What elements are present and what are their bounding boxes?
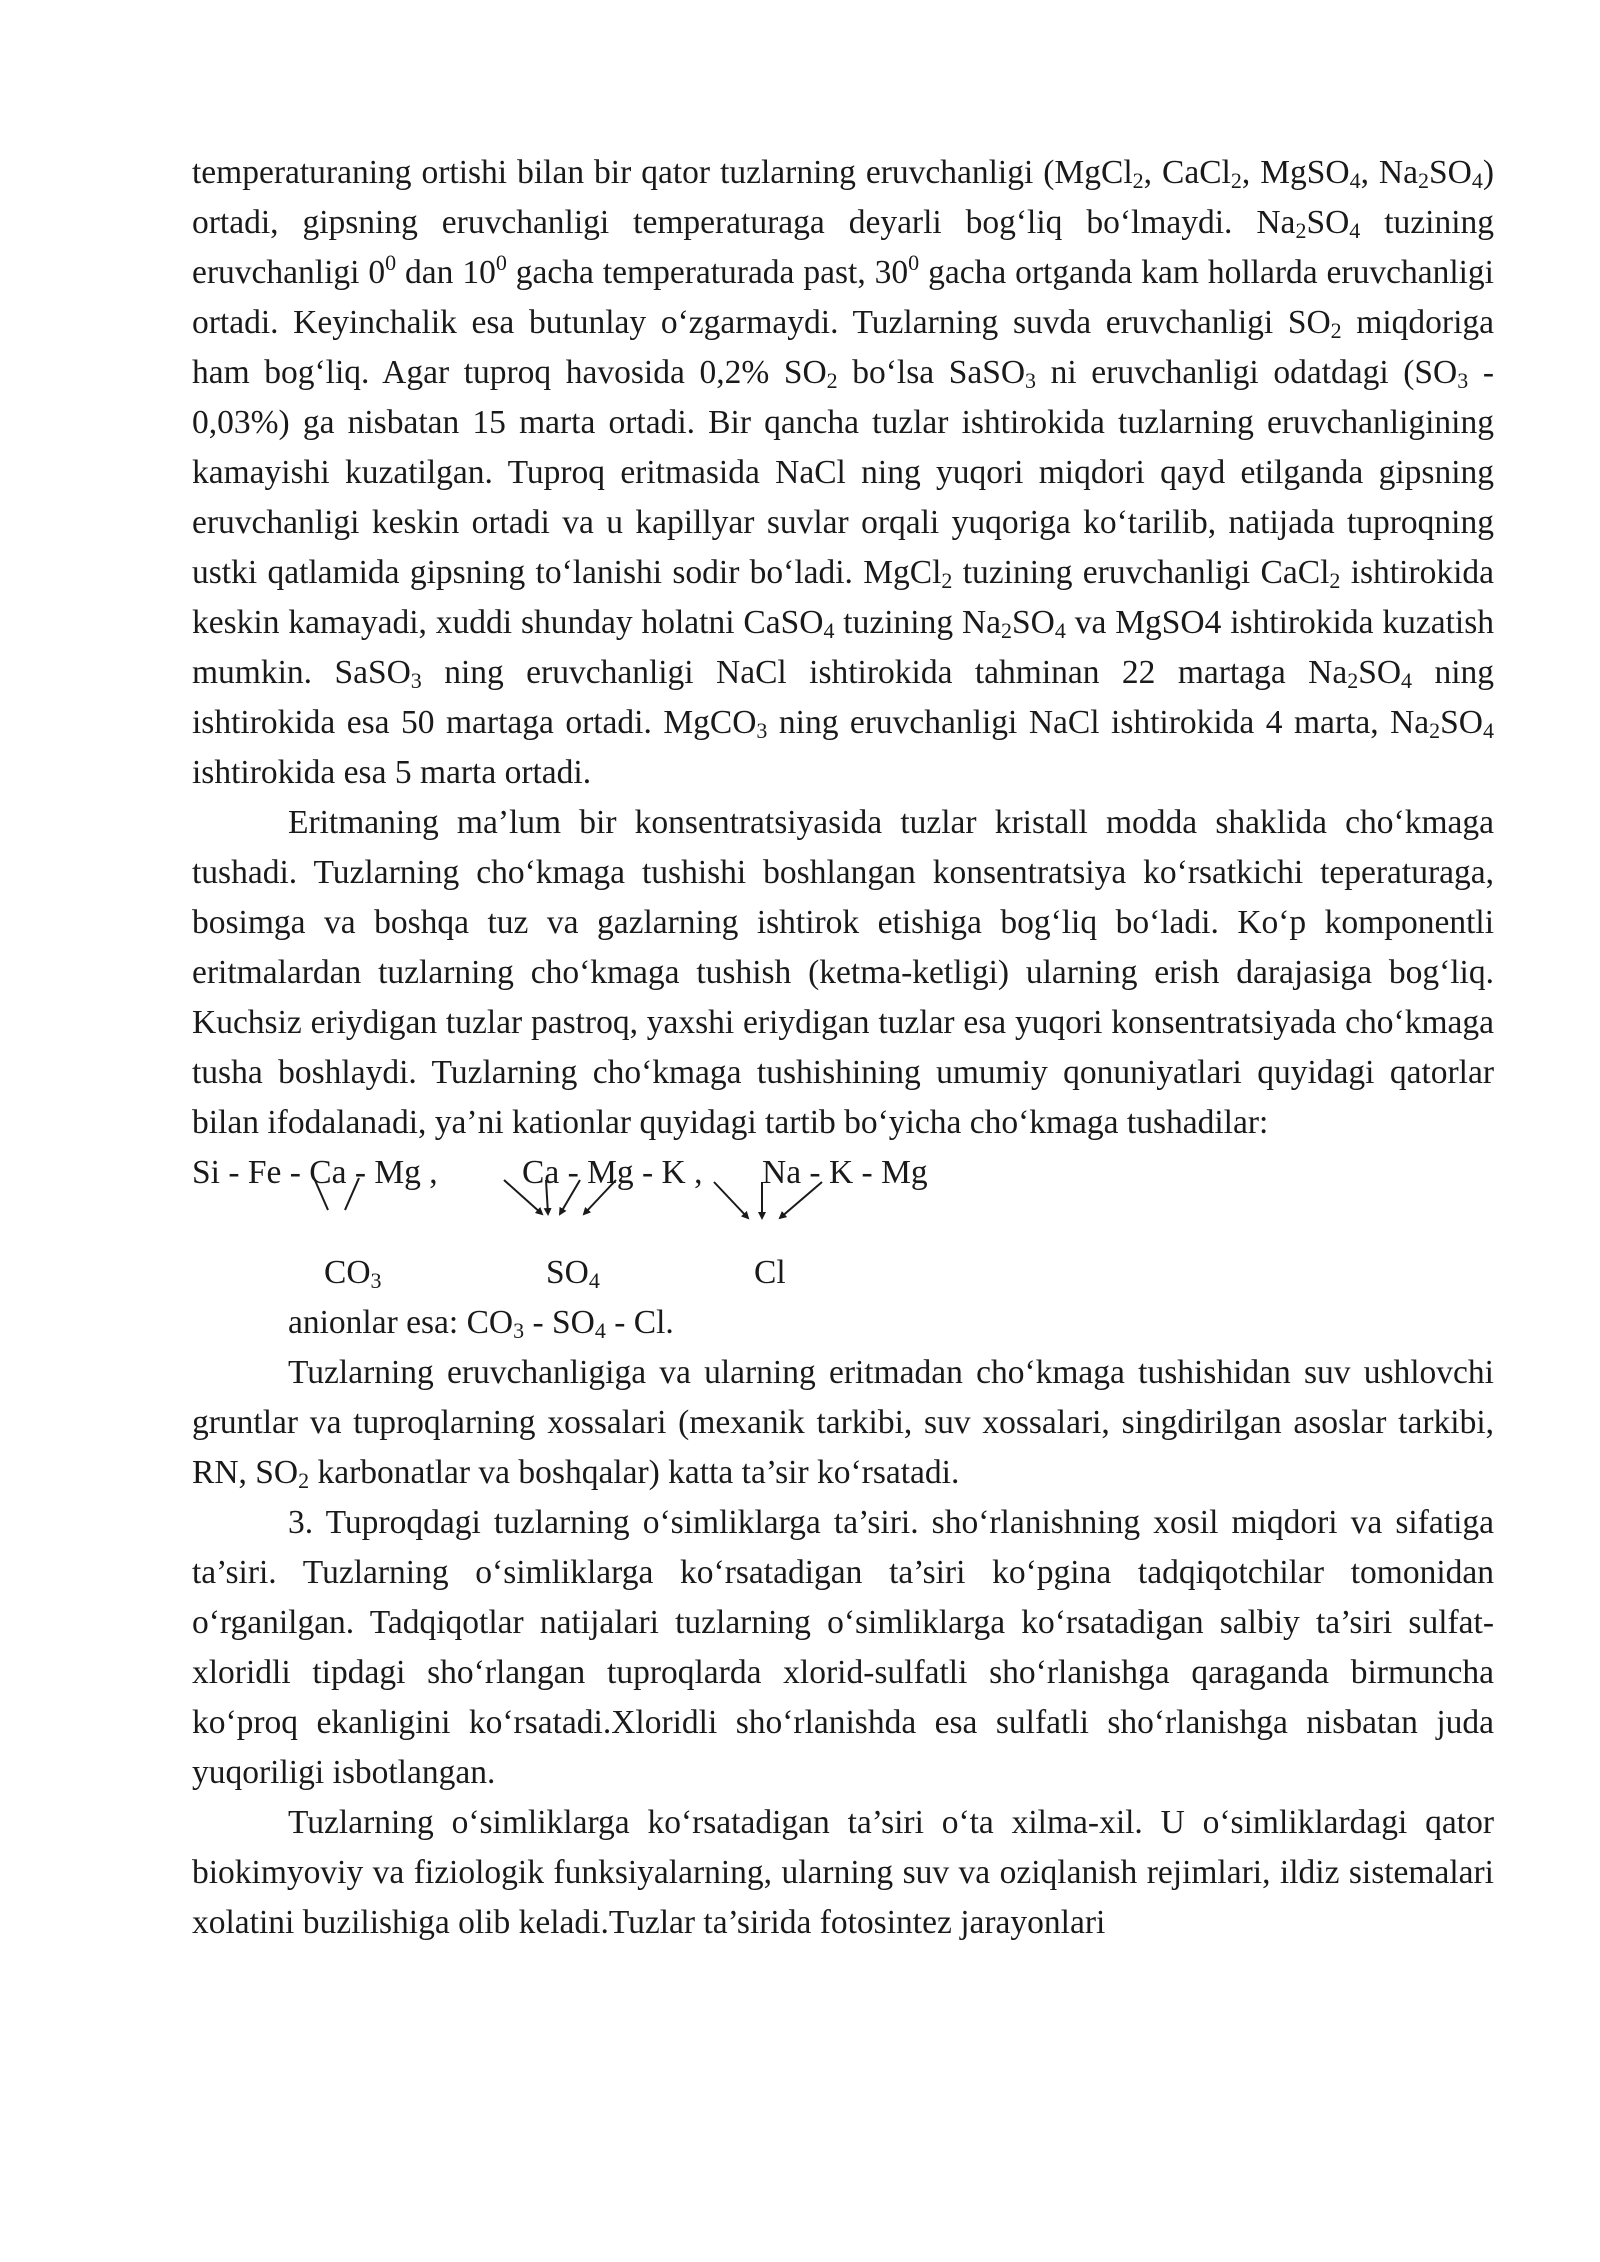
anion-label-chloride: Cl bbox=[754, 1254, 786, 1291]
cation-series-sulfate: Ca - Mg - K , bbox=[522, 1154, 703, 1191]
paragraph-solubility: temperaturaning ortishi bilan bir qator tuzlarning eruvchanligi (MgCl$_2$, CaCl$_2$, MgSO$_4$, $Na_2SO_4$) ortadi, gipsning eruvchanligi temperaturaga deyarli bog‘liq bo‘lmaydi. $Na_2SO_4$ tuzining eruvchanligi $0^0$ dan $10^0$ gacha temperaturada past, $30^0$ gacha ortganda kam hollarda eruvchanligi ortadi. Keyinchalik esa butunlay o‘zgarmaydi. Tuzlarning suvda eruvchanligi $SO_2$ miqdoriga ham bog‘liq. Agar tuproq havosida 0,2% $SO_2$ bo‘lsa SaSO$_3$ ni eruvchanligi odatdagi $(SO_3 - 0,03\%)$ ga nisbatan 15 marta ortadi. Bir qancha tuzlar ishtirokida tuzlarning eruvchanligining kamayishi kuzatilgan. Tuproq eritmasida NaCl ning yuqori miqdori qayd etilganda gipsning eruvchanligi keskin ortadi va u kapillyar suvlar orqali yuqoriga ko‘tarilib, natijada tuproqning ustki qatlamida gipsning to‘lanishi sodir bo‘ladi. MgCl$_2$ tuzining eruvchanligi CaCl$_2$ ishtirokida keskin kamayadi, xuddi shunday holatni CaSO$_4$ tuzining $Na_2SO_4$ va MgSO4 ishtirokida kuzatish mumkin. SaSO$_3$ ning eruvchanligi NaCl ishtirokida tahminan 22 martaga $Na_2SO_4$ ning ishtirokida esa 50 martaga ortadi. MgCO$_3$ ning eruvchanligi NaCl ishtirokida 4 marta, $Na_2SO_4$ ishtirokida esa 5 marta ortadi. bbox=[192, 154, 1495, 791]
arrow-line bbox=[546, 1180, 548, 1214]
paragraph-soil-properties: Tuzlarning eruvchanligiga va ularning eritmadan cho‘kmaga tushishidan suv ushlovchi gruntlar va tuproqlarning xossalari (mexanik tarkibi, suv xossalari, singdirilgan asoslar tarkibi, RN, $SO_2$ karbonatlar va boshqalar) katta ta’sir ko‘rsatadi. bbox=[192, 1354, 1494, 1493]
arrow-line bbox=[560, 1180, 580, 1214]
paragraph-precipitation: Eritmaning ma’lum bir konsentratsiyasida tuzlar kristall modda shaklida cho‘kmaga tushadi. Tuzlarning cho‘kmaga tushishi boshlangan konsentratsiya ko‘rsatkichi teperaturaga, bosimga va boshqa tuz va gazlarning ishtirok etishiga bog‘liq bo‘ladi. Ko‘p komponentli eritmalardan tuzlarning cho‘kmaga tushish (ketma-ketligi) ularning erish darajasiga bog‘liq. Kuchsiz eriydigan tuzlar pastroq, yaxshi eriydigan tuzlar esa yuqori konsentratsiyada cho‘kmaga tusha boshlaydi. Tuzlarning cho‘kmaga tushishining umumiy qonuniyatlari quyidagi qatorlar bilan ifodalanadi, ya’ni kationlar quyidagi tartib bo‘yicha cho‘kmaga tushadilar: bbox=[192, 804, 1494, 1141]
anion-label-carbonate: $CO_3$ bbox=[324, 1254, 382, 1293]
arrow-line bbox=[504, 1180, 542, 1214]
arrow-line bbox=[780, 1182, 822, 1218]
anion-label-sulfate: $SO_4$ bbox=[546, 1254, 600, 1293]
arrow-line bbox=[714, 1182, 748, 1218]
paragraph-section-3: 3. Tuproqdagi tuzlarning o‘simliklarga ta’siri. sho‘rlanishning xosil miqdori va sifatiga ta’siri. Tuzlarning o‘simliklarga ko‘rsatadigan ta’siri ko‘pgina tadqiqotchilar tomonidan o‘rganilgan. Tadqiqotlar natijalari tuzlarning o‘simliklarga ko‘rsatadigan salbiy ta’siri sulfat-xloridli tipdagi sho‘rlangan tuproqlarda xlorid-sulfatli sho‘rlanishga qaraganda birmuncha ko‘proq ekanligini ko‘rsatadi.Xloridli sho‘rlanishda esa sulfatli sho‘rlanishga nisbatan juda yuqoriligi isbotlangan. bbox=[192, 1504, 1494, 1791]
arrow-line bbox=[345, 1178, 359, 1210]
paragraph-anions: anionlar esa: $CO_3 - SO_4$ - Cl. bbox=[288, 1304, 674, 1343]
cation-series-carbonate: Si - Fe - Ca - Mg , bbox=[192, 1154, 438, 1191]
cation-series-chloride: Na - K - Mg bbox=[762, 1154, 928, 1191]
arrow-line bbox=[314, 1178, 328, 1210]
precipitation-arrows bbox=[192, 1148, 1494, 1298]
precipitation-order-diagram bbox=[192, 1148, 1494, 1298]
paragraph-plant-effects: Tuzlarning o‘simliklarga ko‘rsatadigan ta’siri o‘ta xilma-xil. U o‘simliklardagi qator biokimyoviy va fiziologik funksiyalarning, ularning suv va oziqlanish rejimlari, ildiz sistemalari xolatini buzilishiga olib keladi.Tuzlar ta’sirida fotosintez jarayonlari bbox=[192, 1804, 1494, 1941]
arrow-line bbox=[584, 1180, 616, 1214]
document-body bbox=[192, 148, 1494, 1948]
